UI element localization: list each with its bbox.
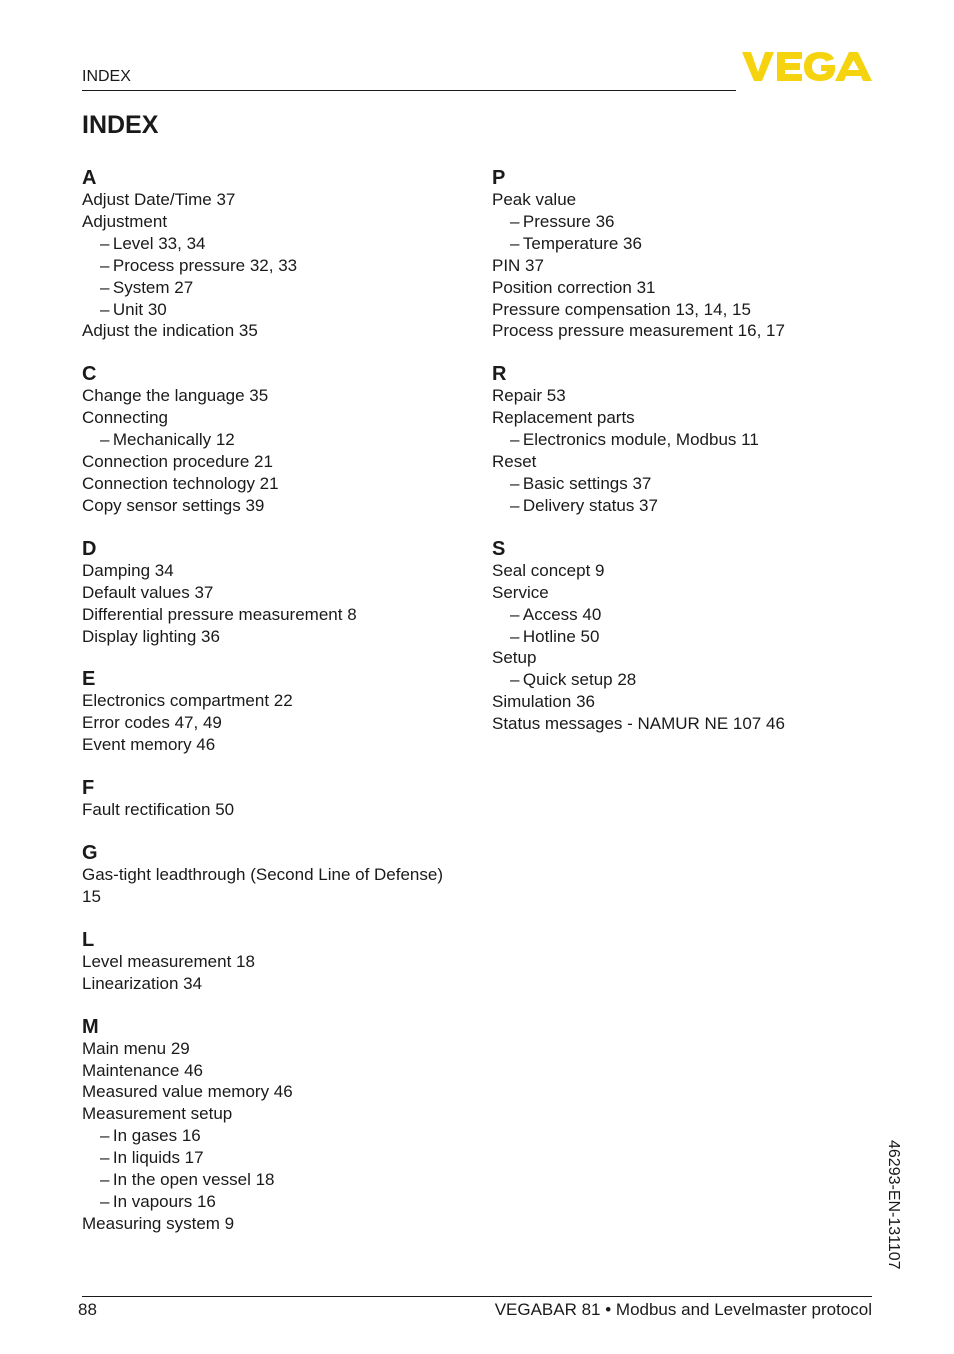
- index-entry: Gas-tight leadthrough (Second Line of Defense): [82, 865, 444, 885]
- document-title: VEGABAR 81 • Modbus and Levelmaster protocol: [494, 1300, 872, 1319]
- section-letter: M: [82, 1015, 99, 1038]
- section-letter: L: [82, 928, 95, 951]
- section-letter: C: [82, 363, 97, 386]
- section-letter: S: [492, 537, 506, 560]
- document-code: 46293-EN-131107: [885, 1140, 902, 1270]
- index-column-left: [82, 166, 482, 1255]
- index-entry: Measuring system 9: [82, 1213, 235, 1233]
- index-entry: Pressure compensation 13, 14, 15: [492, 299, 751, 319]
- index-subentry: – Hotline 50: [492, 626, 872, 648]
- section-letter: E: [82, 668, 96, 691]
- index-entry: Display lighting 36: [82, 626, 220, 646]
- index-subentry: – Basic settings 37: [492, 473, 872, 495]
- index-entry: Measured value memory 46: [82, 1082, 293, 1102]
- index-subentry: – Unit 30: [82, 299, 482, 321]
- index-entry: Copy sensor settings 39: [82, 495, 265, 515]
- index-entry: PIN 37: [492, 255, 544, 275]
- index-subentry: – Level 33, 34: [82, 233, 482, 255]
- index-subentry: – Electronics module, Modbus 11: [492, 429, 872, 451]
- index-subentry: – In the open vessel 18: [82, 1169, 482, 1191]
- section-letter: F: [82, 777, 95, 800]
- index-entry: Default values 37: [82, 582, 214, 602]
- index-section-d: [82, 537, 482, 648]
- section-letter: G: [82, 842, 98, 865]
- index-subentry: – Temperature 36: [492, 233, 872, 255]
- section-letter: R: [492, 363, 507, 386]
- index-subentry: – In gases 16: [82, 1125, 482, 1147]
- index-subentry: – Process pressure 32, 33: [82, 255, 482, 277]
- section-letter: P: [492, 167, 506, 189]
- index-entry: Adjust the indication 35: [82, 321, 258, 341]
- index-entry: Replacement parts: [492, 408, 635, 428]
- index-entry: Differential pressure measurement 8: [82, 604, 357, 624]
- index-subentry: – Mechanically 12: [82, 429, 482, 451]
- index-entry: Process pressure measurement 16, 17: [492, 321, 785, 341]
- index-section-l: [82, 928, 482, 995]
- index-entry: Event memory 46: [82, 735, 216, 755]
- index-section-f: [82, 776, 482, 821]
- index-entry: Repair 53: [492, 386, 566, 406]
- index-entry: Reset: [492, 452, 537, 472]
- index-section-c: [82, 362, 482, 516]
- header-divider: [82, 90, 736, 91]
- index-entry: Connecting: [82, 408, 169, 428]
- index-entry: Seal concept 9: [492, 560, 605, 580]
- index-entry: Connection procedure 21: [82, 452, 273, 472]
- index-entry: Electronics compartment 22: [82, 691, 293, 711]
- index-entry: Position correction 31: [492, 277, 656, 297]
- index-entry: Adjust Date/Time 37: [82, 190, 236, 209]
- index-section-m: [82, 1015, 482, 1235]
- index-entry: Level measurement 18: [82, 951, 255, 971]
- index-entry: Main menu 29: [82, 1038, 190, 1058]
- index-entry: Change the language 35: [82, 386, 269, 406]
- index-subentry: – Delivery status 37: [492, 495, 872, 517]
- index-entry: Status messages - NAMUR NE 107 46: [492, 714, 785, 734]
- index-subentry: – Access 40: [492, 604, 872, 626]
- index-entry: Service: [492, 582, 549, 602]
- index-subentry: – In liquids 17: [82, 1147, 482, 1169]
- index-entry: Setup: [492, 648, 537, 668]
- index-entry: Measurement setup: [82, 1104, 233, 1124]
- index-entry: Error codes 47, 49: [82, 713, 222, 733]
- index-subentry: – System 27: [82, 277, 482, 299]
- index-subentry: – In vapours 16: [82, 1191, 482, 1213]
- section-letter: D: [82, 537, 97, 560]
- page-number: 88: [78, 1300, 97, 1319]
- header-label: INDEX: [82, 68, 131, 85]
- index-section-a: [82, 166, 482, 342]
- vega-logo: [742, 52, 872, 82]
- index-section-e: [82, 667, 482, 756]
- index-entry: 15: [82, 886, 101, 906]
- index-section-p: [492, 166, 872, 342]
- index-section-g: [82, 841, 482, 908]
- index-entry: Fault rectification 50: [82, 800, 235, 820]
- index-section-s: [492, 537, 872, 735]
- section-letter: A: [82, 167, 97, 189]
- index-entry: Damping 34: [82, 560, 174, 580]
- index-entry: Simulation 36: [492, 692, 596, 712]
- index-subentry: – Pressure 36: [492, 211, 872, 233]
- index-subentry: – Quick setup 28: [492, 669, 872, 691]
- index-entry: Maintenance 46: [82, 1060, 203, 1080]
- index-entry: Connection technology 21: [82, 473, 279, 493]
- index-column-right: [492, 166, 872, 755]
- index-entry: Linearization 34: [82, 973, 203, 993]
- index-entry: Adjustment: [82, 211, 168, 231]
- page-title: INDEX: [82, 111, 159, 139]
- index-entry: Peak value: [492, 190, 577, 209]
- footer-divider: [82, 1296, 872, 1297]
- index-section-r: [492, 362, 872, 516]
